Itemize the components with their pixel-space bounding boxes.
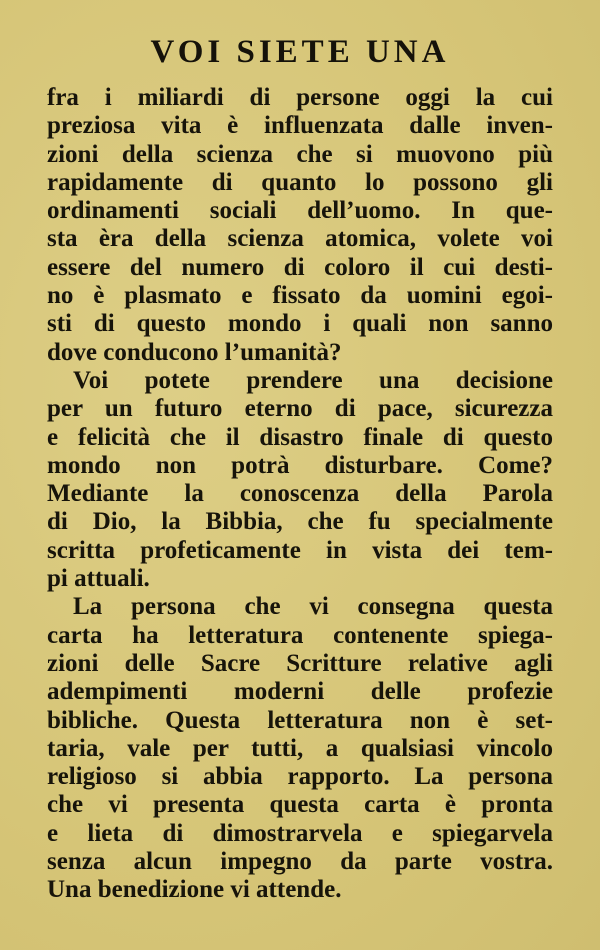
text-line: per un futuro eterno di pace, sicurezza (47, 395, 553, 423)
text-line: scritta profeticamente in vista dei tem- (47, 536, 553, 564)
text-line: e felicità che il disastro finale di questo (47, 423, 553, 451)
text-line: zioni delle Sacre Scritture relative agli (47, 649, 553, 677)
text-line: che vi presenta questa carta è pronta (47, 791, 553, 819)
text-line: dove conducono l’umanità? (47, 338, 342, 366)
text-line: sti di questo mondo i quali non sanno (47, 310, 553, 338)
text-line: mondo non potrà disturbare. Come? (47, 451, 553, 479)
text-line: Voi potete prendere una decisione (73, 366, 553, 394)
text-line: e lieta di dimostrarvela e spiegarvela (47, 819, 553, 847)
text-line: taria, vale per tutti, a qualsiasi vincolo (47, 734, 553, 762)
document-body (47, 84, 553, 905)
text-line: Una benedizione vi attende. (47, 876, 342, 904)
document-title: VOI SIETE UNA (150, 34, 450, 70)
text-line: di Dio, la Bibbia, che fu specialmente (47, 508, 553, 536)
text-line: rapidamente di quanto lo possono gli (47, 168, 553, 196)
text-line: essere del numero di coloro il cui desti- (47, 253, 553, 281)
paragraph (47, 84, 553, 367)
text-line: zioni della scienza che si muovono più (47, 140, 553, 168)
text-line: pi attuali. (47, 565, 150, 593)
paragraph (47, 593, 553, 904)
text-line: ordinamenti sociali dell’uomo. In que- (47, 197, 553, 225)
paragraph (47, 367, 553, 593)
text-line: senza alcun impegno da parte vostra. (47, 848, 553, 876)
text-line: bibliche. Questa letteratura non è set- (47, 706, 553, 734)
text-line: religioso si abbia rapporto. La persona (47, 763, 553, 791)
text-line: sta èra della scienza atomica, volete voi (47, 225, 553, 253)
text-line: no è plasmato e fissato da uomini egoi- (47, 282, 553, 310)
text-line: Mediante la conoscenza della Parola (47, 480, 553, 508)
text-line: carta ha letteratura contenente spiega- (47, 621, 553, 649)
text-line: preziosa vita è influenzata dalle inven- (47, 112, 553, 140)
text-line: fra i miliardi di persone oggi la cui (47, 84, 553, 111)
text-line: adempimenti moderni delle profezie (47, 678, 553, 706)
text-line: La persona che vi consegna questa (73, 593, 553, 621)
